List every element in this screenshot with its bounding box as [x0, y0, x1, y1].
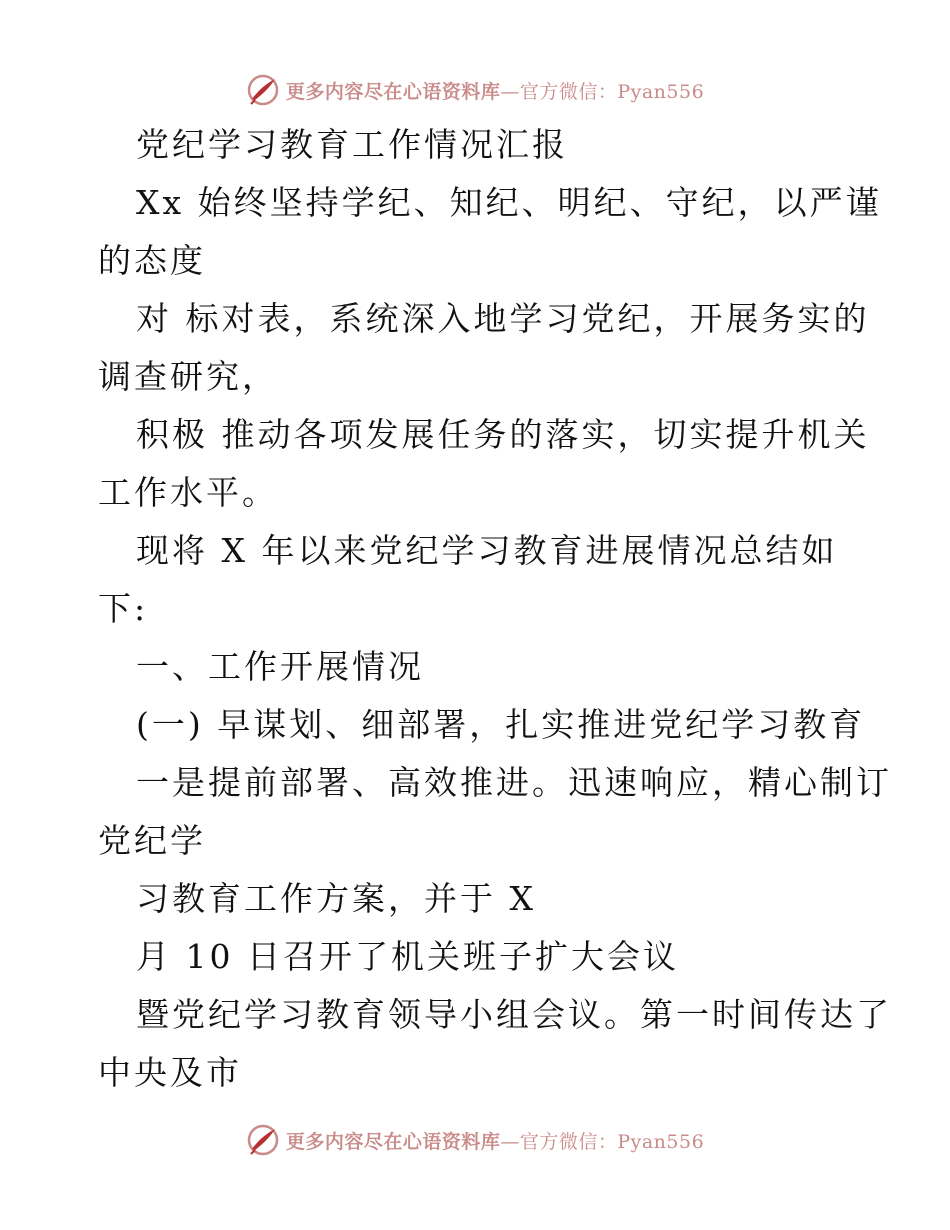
paragraph-line: 中央及市 — [98, 1053, 242, 1092]
paragraph-line: 调查研究， — [98, 357, 278, 396]
paragraph-line: 对 标对表，系统深入地学习党纪，开展务实的 — [136, 299, 870, 338]
watermark-separator: — — [500, 80, 520, 103]
paragraph-line: 工作水平。 — [98, 473, 278, 512]
document-body — [98, 116, 892, 1102]
watermark-text — [286, 77, 704, 104]
watermark-header — [0, 70, 950, 110]
subsection-heading: (一) 早谋划、细部署，扎实推进党纪学习教育 — [136, 705, 866, 744]
watermark-wechat-text: 官方微信：Pyan556 — [519, 1130, 705, 1153]
quill-logo-icon — [246, 1123, 280, 1157]
paragraph-line: 暨党纪学习教育领导小组会议。第一时间传达了 — [136, 995, 892, 1034]
watermark-main-text: 更多内容尽在心语资料库 — [285, 80, 501, 103]
paragraph-line: 积极 推动各项发展任务的落实，切实提升机关 — [136, 415, 870, 454]
paragraph-line: 习教育工作方案，并于 X — [136, 879, 536, 918]
section-heading: 一、工作开展情况 — [136, 647, 424, 686]
paragraph-line: Xx 始终坚持学纪、知纪、明纪、守纪，以严谨 — [136, 183, 882, 222]
watermark-text — [286, 1127, 704, 1154]
paragraph-line: 一是提前部署、高效推进。迅速响应，精心制订 — [136, 763, 892, 802]
watermark-wechat-text: 官方微信：Pyan556 — [519, 80, 705, 103]
watermark-main-text: 更多内容尽在心语资料库 — [285, 1130, 501, 1153]
paragraph-line: 月 10 日召开了机关班子扩大会议 — [136, 937, 679, 976]
paragraph-line: 下: — [98, 589, 149, 628]
paragraph-line: 的态度 — [98, 241, 206, 280]
paragraph-line: 党纪学 — [98, 821, 206, 860]
document-title: 党纪学习教育工作情况汇报 — [136, 125, 568, 164]
watermark-separator: — — [500, 1130, 520, 1153]
paragraph-line: 现将 X 年以来党纪学习教育进展情况总结如 — [136, 531, 838, 570]
watermark-footer — [0, 1120, 950, 1160]
quill-logo-icon — [246, 73, 280, 107]
